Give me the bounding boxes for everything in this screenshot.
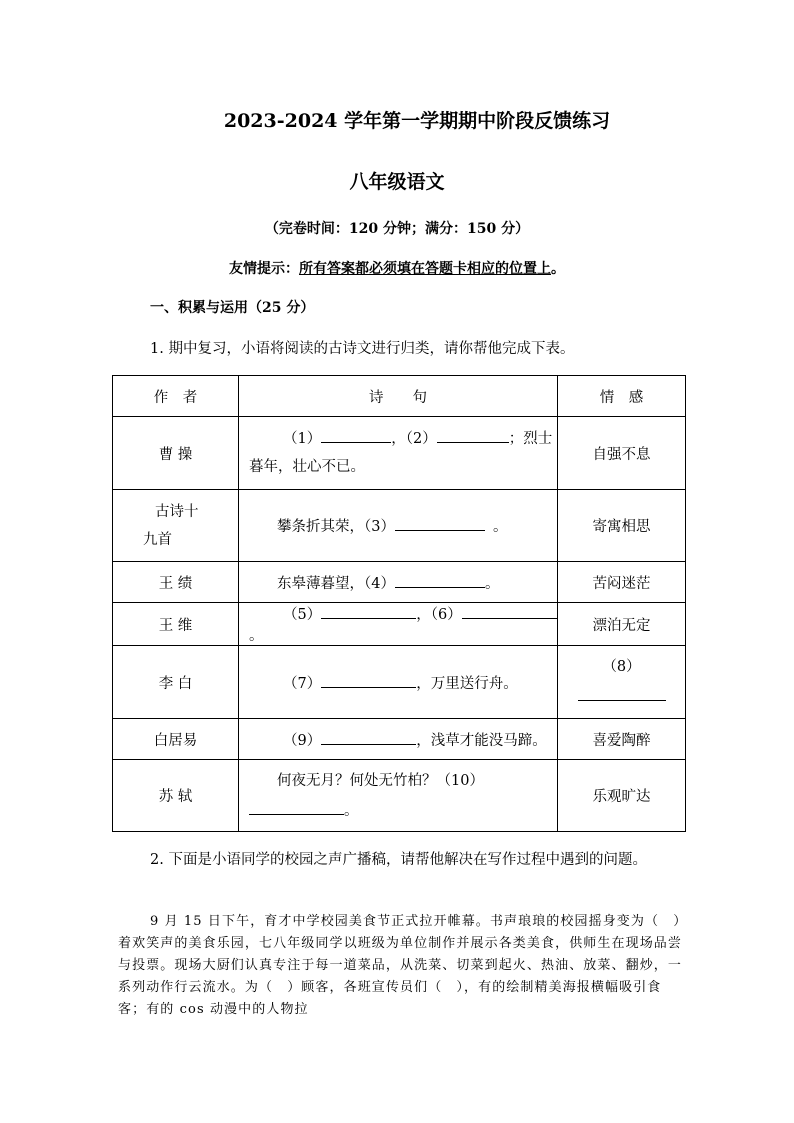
emotion-cell: 喜爱陶醉 xyxy=(558,719,686,760)
section-heading: 一、积累与运用（25 分） xyxy=(150,300,315,316)
table-row xyxy=(113,719,686,760)
answer-blank-9[interactable] xyxy=(321,730,416,745)
table-row xyxy=(113,417,686,490)
author-cell: 白居易 xyxy=(113,719,239,760)
answer-blank-8[interactable] xyxy=(578,686,666,701)
verse-cell: 何夜无月？何处无竹柏？（10） 。 xyxy=(239,760,558,832)
question-2: 2. 下面是小语同学的校园之声广播稿，请帮他解决在写作过程中遇到的问题。 xyxy=(150,852,647,868)
table-row xyxy=(113,760,686,832)
author-cell: 古诗十 九首 xyxy=(113,490,239,562)
emotion-cell: 自强不息 xyxy=(558,417,686,490)
author-cell: 李 白 xyxy=(113,646,239,719)
page-subtitle: 八年级语文 xyxy=(349,171,445,193)
emotion-cell: 苦闷迷茫 xyxy=(558,562,686,603)
answer-blank-7[interactable] xyxy=(321,673,416,688)
verse-cell: （7） ，万里送行舟。 xyxy=(239,646,558,719)
answer-blank-2[interactable] xyxy=(437,428,509,443)
verse-cell: 东皋薄暮望，（4） 。 xyxy=(239,562,558,603)
table-row xyxy=(113,562,686,603)
broadcast-passage: 9 月 15 日下午，育才中学校园美食节正式拉开帷幕。书声琅琅的校园摇身变为（ ）着欢笑声的美食乐园，七八年级同学以班级为单位制作并展示各类美食，供师生在现场品尝与投票。现场大厨们认真专注于每一道菜品，从洗菜、切菜到起火、热油、放菜、翻炒，一系列动作行云流水。为（ ）顾客，各班宣传员们（ ），有的绘制精美海报横幅吸引食客；有的 cos 动漫中的人物拉 xyxy=(118,914,683,1017)
table-row xyxy=(113,646,686,719)
table-row xyxy=(113,603,686,646)
author-cell: 苏 轼 xyxy=(113,760,239,832)
verse-cell: （5） ，（6）。 xyxy=(239,603,558,646)
page-title: 2023-2024 学年第一学期期中阶段反馈练习 xyxy=(223,110,611,132)
friendly-tip xyxy=(0,258,794,278)
header-verse: 诗 句 xyxy=(239,376,558,417)
answer-blank-6[interactable] xyxy=(462,604,557,619)
tip-label: 友情提示： xyxy=(229,261,299,277)
answer-blank-1[interactable] xyxy=(321,428,391,443)
header-emotion: 情 感 xyxy=(558,376,686,417)
verse-cell: （9） ，浅草才能没马蹄。 xyxy=(239,719,558,760)
table-header-row xyxy=(113,376,686,417)
answer-blank-4[interactable] xyxy=(395,573,485,588)
verse-cell: （1） ，（2） ；烈士 暮年，壮心不已。 xyxy=(239,417,558,490)
author-cell: 王 维 xyxy=(113,603,239,646)
author-cell: 王 绩 xyxy=(113,562,239,603)
answer-blank-5[interactable] xyxy=(321,604,416,619)
answer-blank-10[interactable] xyxy=(249,800,344,815)
tip-end: 。 xyxy=(551,261,565,277)
emotion-cell: 寄寓相思 xyxy=(558,490,686,562)
tip-text: 所有答案都必须填在答题卡相应的位置上 xyxy=(299,261,551,277)
emotion-cell: 漂泊无定 xyxy=(558,603,686,646)
author-cell: 曹 操 xyxy=(113,417,239,490)
poem-table xyxy=(112,375,686,832)
emotion-cell: 乐观旷达 xyxy=(558,760,686,832)
header-author: 作 者 xyxy=(113,376,239,417)
table-row xyxy=(113,490,686,562)
answer-blank-3[interactable] xyxy=(395,516,485,531)
exam-info: （完卷时间：120 分钟；满分：150 分） xyxy=(264,221,530,237)
emotion-cell: （8） xyxy=(558,646,686,719)
verse-cell: 攀条折其荣，（3） 。 xyxy=(239,490,558,562)
question-1: 1. 期中复习，小语将阅读的古诗文进行归类，请你帮他完成下表。 xyxy=(150,341,575,357)
